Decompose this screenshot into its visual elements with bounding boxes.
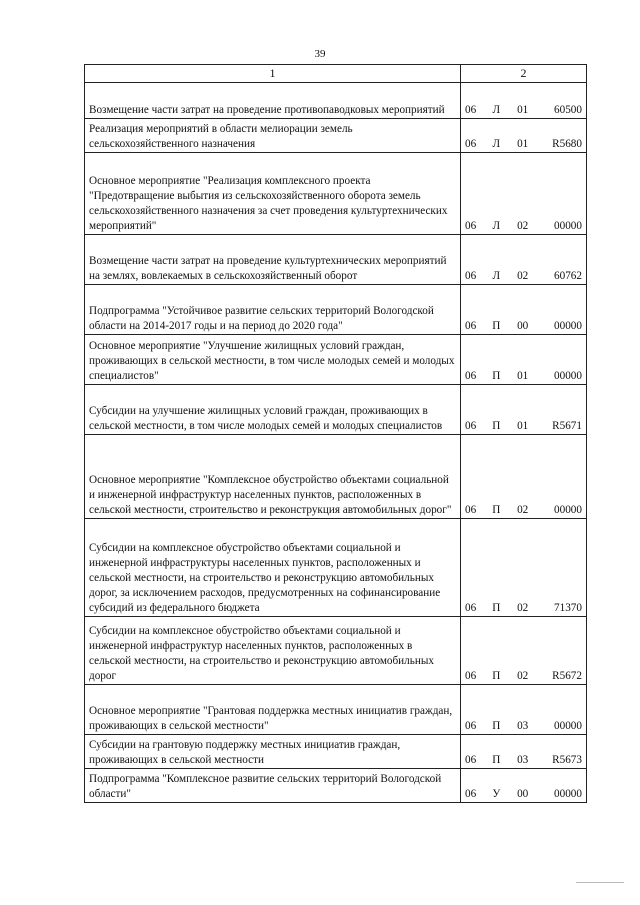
table-row [85,385,587,435]
activity-code: 02 [517,670,529,682]
program-code: 06 [465,420,477,432]
scan-edge-mark [576,882,624,883]
row-name: Субсидии на комплексное обустройство объектами социальной и инженерной инфраструктуры населенных пунктов, расположенных и сельской местности, на строительство и реконструкцию автомобильных дорог, за исключением расходов, предусмотренных на софинансирование субсидий из федерального бюджета [85,519,461,617]
row-code [461,685,587,735]
subprogram-code: Л [492,220,501,232]
row-code [461,119,587,153]
program-code: 06 [465,504,477,516]
expense-code: 00000 [554,370,582,382]
activity-code: 00 [517,788,529,800]
table-row [85,119,587,153]
subprogram-code: П [492,670,501,682]
table-row [85,685,587,735]
budget-classification-table [84,64,587,803]
row-name: Основное мероприятие "Грантовая поддержка местных инициатив граждан, проживающих в сельской местности" [85,685,461,735]
subprogram-code: П [492,370,501,382]
expense-code: R5671 [552,420,582,432]
program-code: 06 [465,754,477,766]
subprogram-code: П [492,602,501,614]
table-row [85,617,587,685]
program-code: 06 [465,104,477,116]
column-header-name: 1 [85,65,461,83]
row-name: Возмещение части затрат на проведение культуртехнических мероприятий на землях, вовлекаемых в сельскохозяйственный оборот [85,235,461,285]
expense-code: R5673 [552,754,582,766]
table-row [85,735,587,769]
table-row [85,769,587,803]
expense-code: 00000 [554,788,582,800]
program-code: 06 [465,788,477,800]
program-code: 06 [465,220,477,232]
program-code: 06 [465,720,477,732]
program-code: 06 [465,370,477,382]
program-code: 06 [465,602,477,614]
row-code [461,617,587,685]
row-code [461,153,587,235]
expense-code: 00000 [554,320,582,332]
activity-code: 00 [517,320,529,332]
table-header-row [85,65,587,83]
activity-code: 02 [517,602,529,614]
activity-code: 02 [517,270,529,282]
activity-code: 02 [517,220,529,232]
activity-code: 01 [517,138,529,150]
row-code [461,435,587,519]
row-name: Основное мероприятие "Реализация комплексного проекта "Предотвращение выбытия из сельскохозяйственного оборота земель сельскохозяйственного назначения за счет проведения культуртехнических мероприятий" [85,153,461,235]
expense-code: 71370 [554,602,582,614]
subprogram-code: П [492,504,501,516]
row-name: Подпрограмма "Комплексное развитие сельских территорий Вологодской области" [85,769,461,803]
row-name: Субсидии на улучшение жилищных условий граждан, проживающих в сельской местности, в том числе молодых семей и молодых специалистов [85,385,461,435]
expense-code: 00000 [554,504,582,516]
expense-code: R5680 [552,138,582,150]
row-code [461,83,587,119]
subprogram-code: П [492,320,501,332]
row-name: Подпрограмма "Устойчивое развитие сельских территорий Вологодской области на 2014-2017 годы и на период до 2020 года" [85,285,461,335]
row-name: Возмещение части затрат на проведение противопаводковых мероприятий [85,83,461,119]
row-name: Субсидии на комплексное обустройство объектами социальной и инженерной инфраструктур населенных пунктов, расположенных в сельской местности, на строительство и реконструкцию автомобильных дорог [85,617,461,685]
program-code: 06 [465,320,477,332]
subprogram-code: Л [492,270,501,282]
activity-code: 01 [517,370,529,382]
subprogram-code: У [492,788,501,800]
activity-code: 03 [517,754,529,766]
row-code [461,735,587,769]
activity-code: 03 [517,720,529,732]
row-code [461,285,587,335]
column-header-code: 2 [461,65,587,83]
row-code [461,385,587,435]
row-code [461,769,587,803]
expense-code: R5672 [552,670,582,682]
activity-code: 02 [517,504,529,516]
table-row [85,153,587,235]
table-row [85,335,587,385]
row-code [461,235,587,285]
program-code: 06 [465,270,477,282]
program-code: 06 [465,138,477,150]
table-row [85,235,587,285]
row-name: Субсидии на грантовую поддержку местных инициатив граждан, проживающих в сельской местности [85,735,461,769]
row-name: Основное мероприятие "Улучшение жилищных условий граждан, проживающих в сельской местности, в том числе молодых семей и молодых специалистов" [85,335,461,385]
subprogram-code: Л [492,138,501,150]
activity-code: 01 [517,104,529,116]
expense-code: 60500 [554,104,582,116]
subprogram-code: П [492,720,501,732]
activity-code: 01 [517,420,529,432]
expense-code: 60762 [554,270,582,282]
page-number: 39 [314,48,326,60]
row-code [461,519,587,617]
expense-code: 00000 [554,720,582,732]
program-code: 06 [465,670,477,682]
row-code [461,335,587,385]
expense-code: 00000 [554,220,582,232]
table-row [85,285,587,335]
subprogram-code: П [492,420,501,432]
row-name: Основное мероприятие "Комплексное обустройство объектами социальной и инженерной инфраструктур населенных пунктов, расположенных в сельской местности, строительство и реконструкция автомобильных дорог" [85,435,461,519]
row-name: Реализация мероприятий в области мелиорации земель сельскохозяйственного назначения [85,119,461,153]
table-row [85,83,587,119]
table-row [85,519,587,617]
subprogram-code: П [492,754,501,766]
subprogram-code: Л [492,104,501,116]
table-row [85,435,587,519]
